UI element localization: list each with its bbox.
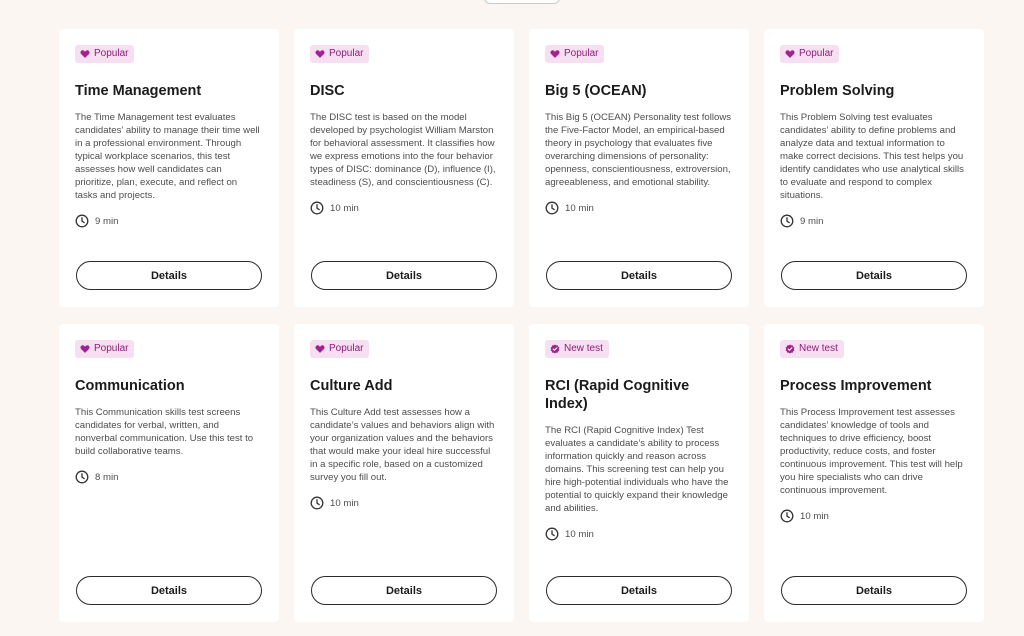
card-description: The DISC test is based on the model developed by psychologist William Marston for behavioral assessment. It classifies how we express emotions into the four behavior types of DISC: dominance (D), influence (I), steadiness (S), and conscientiousness (C). xyxy=(310,112,496,188)
duration-label: 9 min xyxy=(95,215,119,227)
heart-icon xyxy=(550,49,560,59)
test-card xyxy=(529,29,749,307)
test-card xyxy=(59,324,279,622)
clock-icon xyxy=(780,509,794,523)
badge-label: New test xyxy=(564,343,603,354)
card-description: The Time Management test evaluates candidates’ ability to manage their time well in a professional environment. Through typical workplace scenarios, this test assesses how well candidates can prioritize, plan, execute, and reflect on tasks and projects. xyxy=(75,112,260,201)
test-card xyxy=(764,324,984,622)
details-button[interactable]: Details xyxy=(781,261,967,290)
duration xyxy=(545,201,732,215)
details-button[interactable]: Details xyxy=(311,576,497,605)
test-card xyxy=(294,29,514,307)
duration xyxy=(780,509,967,523)
badge-label: New test xyxy=(799,343,838,354)
card-description: This Communication skills test screens candidates for verbal, written, and nonverbal communication. Use this test to build collaborative teams. xyxy=(75,407,254,457)
test-card-grid xyxy=(59,29,985,622)
duration-label: 10 min xyxy=(565,202,594,214)
card-title: Communication xyxy=(75,378,185,394)
duration-label: 10 min xyxy=(565,528,594,540)
card-title: Time Management xyxy=(75,83,202,99)
verified-badge-icon xyxy=(785,344,795,354)
duration xyxy=(545,527,732,541)
badge-label: Popular xyxy=(329,343,364,354)
card-title: DISC xyxy=(310,83,345,99)
duration xyxy=(75,214,262,228)
duration xyxy=(780,214,967,228)
clock-icon xyxy=(780,214,794,228)
clock-icon xyxy=(545,201,559,215)
duration-label: 10 min xyxy=(330,497,359,509)
top-tab-indicator xyxy=(484,0,560,4)
card-title: RCI (Rapid Cognitive Index) xyxy=(545,378,690,412)
status-badge xyxy=(545,340,609,358)
badge-label: Popular xyxy=(94,343,129,354)
test-card xyxy=(59,29,279,307)
status-badge xyxy=(310,45,369,63)
badge-label: Popular xyxy=(799,48,834,59)
card-description: This Culture Add test assesses how a candidate’s values and behaviors align with your organization values and the behaviors that would make your ideal hire successful in a specific role, based on a customized survey you fill out. xyxy=(310,407,495,483)
verified-badge-icon xyxy=(550,344,560,354)
duration xyxy=(310,201,497,215)
details-button[interactable]: Details xyxy=(311,261,497,290)
card-description: This Big 5 (OCEAN) Personality test follows the Five-Factor Model, an empirical-based theory in psychology that evaluates five overarching dimensions of personality: openness, conscientiousness, extroversion, agreeableness, and emotional stability. xyxy=(545,112,732,188)
status-badge xyxy=(780,45,839,63)
heart-icon xyxy=(315,344,325,354)
details-button[interactable]: Details xyxy=(781,576,967,605)
status-badge xyxy=(75,340,134,358)
clock-icon xyxy=(310,496,324,510)
duration-label: 9 min xyxy=(800,215,824,227)
status-badge xyxy=(310,340,369,358)
heart-icon xyxy=(785,49,795,59)
badge-label: Popular xyxy=(94,48,129,59)
duration-label: 10 min xyxy=(330,202,359,214)
test-card xyxy=(764,29,984,307)
details-button[interactable]: Details xyxy=(76,576,262,605)
clock-icon xyxy=(310,201,324,215)
card-description: This Problem Solving test evaluates candidates’ ability to define problems and analyze data and textual information to make correct decisions. This test helps you identify candidates who use analytical skills to evaluate and respond to complex situations. xyxy=(780,112,964,201)
card-title: Process Improvement xyxy=(780,378,932,394)
card-description: This Process Improvement test assesses candidates’ knowledge of tools and techniques to drive efficiency, boost productivity, reduce costs, and foster continuous improvement. This test will help you hire specialists who can drive continuous improvement. xyxy=(780,407,963,496)
details-button[interactable]: Details xyxy=(546,261,732,290)
heart-icon xyxy=(80,49,90,59)
status-badge xyxy=(75,45,134,63)
card-title: Problem Solving xyxy=(780,83,895,99)
status-badge xyxy=(780,340,844,358)
clock-icon xyxy=(545,527,559,541)
duration-label: 8 min xyxy=(95,471,119,483)
status-badge xyxy=(545,45,604,63)
badge-label: Popular xyxy=(564,48,599,59)
test-card xyxy=(294,324,514,622)
duration-label: 10 min xyxy=(800,510,829,522)
details-button[interactable]: Details xyxy=(546,576,732,605)
badge-label: Popular xyxy=(329,48,364,59)
clock-icon xyxy=(75,214,89,228)
duration xyxy=(75,470,262,484)
test-card xyxy=(529,324,749,622)
card-title: Big 5 (OCEAN) xyxy=(545,83,647,99)
card-title: Culture Add xyxy=(310,378,393,394)
heart-icon xyxy=(315,49,325,59)
card-description: The RCI (Rapid Cognitive Index) Test evaluates a candidate’s ability to process information quickly and reason across domains. This screening test can help you hire high-potential individuals who have the potential to quickly expand their knowledge and abilities. xyxy=(545,425,729,514)
details-button[interactable]: Details xyxy=(76,261,262,290)
duration xyxy=(310,496,497,510)
clock-icon xyxy=(75,470,89,484)
heart-icon xyxy=(80,344,90,354)
